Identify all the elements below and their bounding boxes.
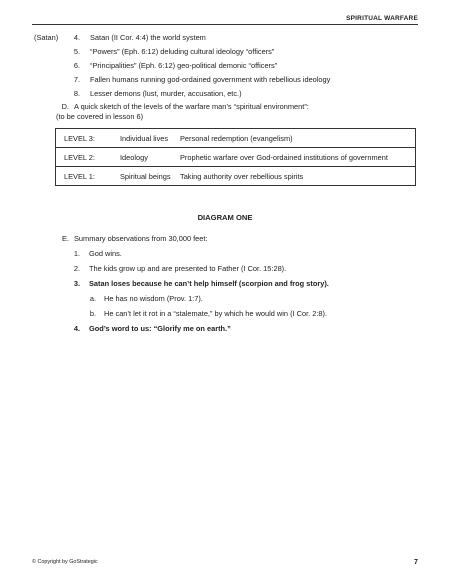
list-item-number: b. [89,309,96,318]
section-d-letter: D. [61,102,69,111]
list-item-number: a. [89,294,96,303]
list-item-number: 4. [73,33,80,42]
copyright-notice: © Copyright by GoStrategic [32,559,98,565]
page-number: 7 [414,557,418,566]
domain-cell: Individual lives [120,129,180,148]
description-cell: Prophetic warfare over God-ordained institutions of government [180,148,416,167]
level-cell: LEVEL 2: [56,148,121,167]
list-item-number: 1. [73,249,80,258]
table-row [56,167,416,186]
section-d-text: A quick sketch of the levels of the warfare man’s “spiritual environment”: [74,102,309,111]
list-item-number: 8. [73,89,80,98]
level-cell: LEVEL 1: [56,167,121,186]
header-divider [32,24,418,25]
level-cell: LEVEL 3: [56,129,121,148]
list-item-text: He can’t let it rot in a “stalemate,” by which he would win (I Cor. 2:8). [104,309,328,318]
list-item-number: 3. [73,279,80,288]
domain-cell: Spiritual beings [120,167,180,186]
list-item-text: “Principalities” (Eph. 6:12) geo-political demonic “officers” [90,61,278,70]
description-cell: Taking authority over rebellious spirits [180,167,416,186]
list-item-text: God’s word to us: “Glorify me on earth.” [89,324,231,333]
list-item-text: Satan (II Cor. 4:4) the world system [90,33,206,42]
section-d-subtext: (to be covered in lesson 6) [56,112,144,121]
list-item-text: He has no wisdom (Prov. 1:7). [104,294,203,303]
list-item-text: Lesser demons (lust, murder, accusation, etc.) [90,89,242,98]
diagram-title: DIAGRAM ONE [197,213,253,222]
list-item-number: 4. [73,324,80,333]
list-item-text: Fallen humans running god-ordained government with rebellious ideology [90,75,331,84]
description-cell: Personal redemption (evangelism) [180,129,416,148]
list-item-number: 6. [73,61,80,70]
list-item-number: 2. [73,264,80,273]
list-item-number: 7. [73,75,80,84]
list-item-text: “Powers” (Eph. 6:12) deluding cultural ideology “officers” [90,47,275,56]
list-item-text: God wins. [89,249,122,258]
section-e-text: Summary observations from 30,000 feet: [74,234,208,243]
running-header: SPIRITUAL WARFARE [346,15,418,22]
list-item-text: The kids grow up and are presented to Father (I Cor. 15:28). [89,264,287,273]
list-item-number: 5. [73,47,80,56]
list-item-text: Satan loses because he can’t help himself (scorpion and frog story). [89,279,329,288]
satan-label: (Satan) [34,33,59,42]
table-row [56,148,416,167]
domain-cell: Ideology [120,148,180,167]
levels-table [55,128,416,186]
table-row [56,129,416,148]
section-e-letter: E. [62,234,69,243]
